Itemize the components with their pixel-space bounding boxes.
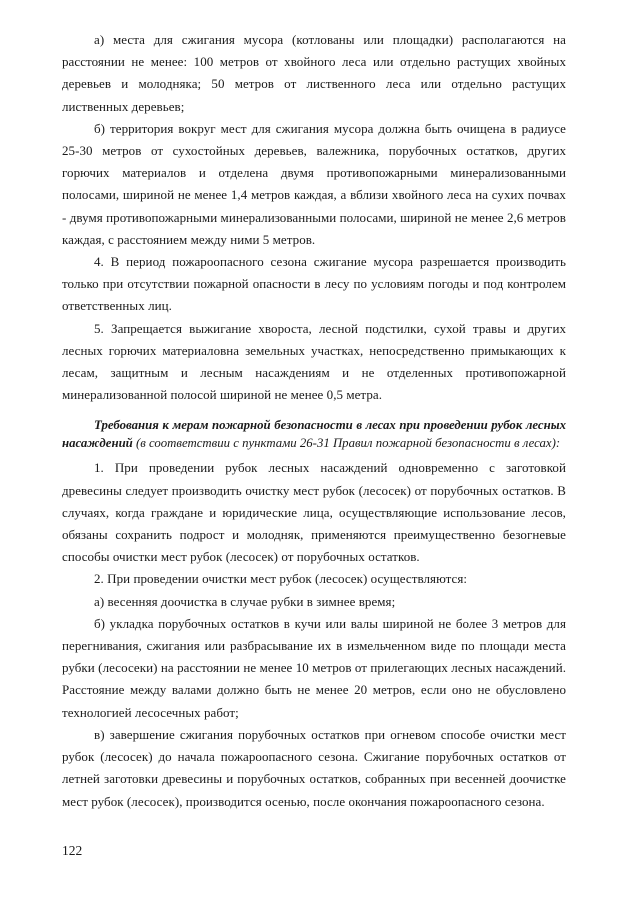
paragraph-5-prohibition: 5. Запрещается выжигание хвороста, лесной подстилки, сухой травы и других лесных горючих материаловна земельных участках, непосредственно примыкающих к лесам, защитным и лесным насаждениям и не отделенных противопожарной минерализованной полосой шириной не менее 0,5 метра. [62,320,566,403]
section-heading-reference: (в соответствии с пунктами 26-31 Правил пожарной безопасности в лесах): [132,436,561,451]
paragraph-a-burning-sites: а) места для сжигания мусора (котлованы или площадки) располагаются на расстоянии не менее: 100 метров от хвойного леса или отдельно растущих хвойных деревьев и молодняка; 50 метров от лиственного леса или отдельно растущих лиственных деревьев; [62,32,566,114]
paragraph-4-fire-season: 4. В период пожароопасного сезона сжигание мусора разрешается производить только при отсутствии пожарной опасности в лесу по условиям погоды и под контролем ответственных лиц. [62,254,566,314]
paragraph-b-stacking-residues: б) укладка порубочных остатков в кучи или валы шириной не более 3 метров для перегнивания, сжигания или разбрасывание их в измельченном виде по площади места рубки (лесосеки) на расстоянии не менее 10 метров от прилегающих лесных насаждений. Расстояние между валами должно быть не менее 20 метров, если оно не обусловлено технологией лесосечных работ; [62,615,566,720]
page-content [62,29,566,813]
paragraph-a-spring-cleanup: а) весенняя доочистка в случае рубки в зимнее время; [94,593,396,609]
page-number: 122 [62,843,83,858]
section-heading [62,416,566,452]
paragraph-b-territory-clearing: б) территория вокруг мест для сжигания мусора должна быть очищена в радиусе 25-30 метров от сухостойных деревьев, валежника, порубочных остатков, других горючих материалов и отделена двумя противопожарными минерализованными полосами, шириной не менее 1,4 метров каждая, а вблизи хвойного леса на сухих почвах - двумя противопожарными минерализованными полосами, шириной не менее 2,6 метров каждая, с расстоянием между ними 5 метров. [62,120,566,247]
paragraph-v-completion-burning: в) завершение сжигания порубочных остатков при огневом способе очистки мест рубок (лесосек) до начала пожароопасного сезона. Сжигание порубочных остатков от летней заготовки древесины и порубочных остатков, собранных при весенней доочистке мест рубок (лесосек), производится осенью, после окончания пожароопасного сезона. [62,726,566,809]
paragraph-2-cleaning-steps: 2. При проведении очистки мест рубок (лесосек) осуществляются: [94,571,468,587]
paragraph-1-cleaning: 1. При проведении рубок лесных насаждений одновременно с заготовкой древесины следует производить очистку мест рубок (лесосек) от порубочных остатков. В случаях, когда граждане и юридические лица, осуществляющие использование лесов, обязаны сохранить подрост и молодняк, применяются преимущественно безогневые способы очистки мест рубок (лесосек) от порубочных остатков. [62,460,566,565]
section-heading-title: Требования к мерам пожарной безопасности в лесах при проведении рубок лесных насаждений [62,418,566,451]
